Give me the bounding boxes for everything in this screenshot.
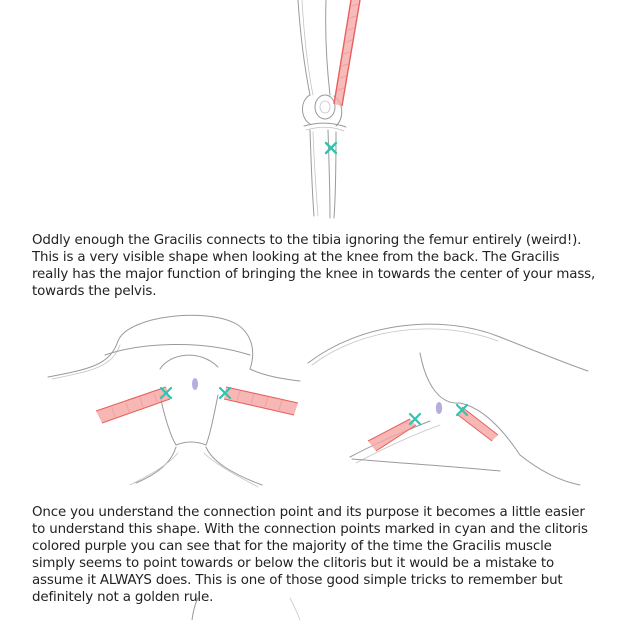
article-paragraph: Once you understand the connection point and its purpose it becomes a little easier to understand this shape. With the connection points marked in cyan and the clitoris colored purple you can see that for the majority of the time the Gracilis muscle simply seems to point towards or below the clitoris but it would be a mistake to assume it ALWAYS does. This is one of those good simple tricks to remember but definitely not a golden rule. <box>32 505 588 605</box>
article-paragraph: Oddly enough the Gracilis connects to the tibia ignoring the femur entirely (weird!). This is a very visible shape when looking at the knee from the back. The Gracilis really has the major function of bringing the knee in towards the center of your mass, towards the pelvis. <box>32 233 596 299</box>
gracilis-muscle <box>334 0 360 106</box>
pelvis-front-view <box>48 315 300 487</box>
clitoris-marker <box>436 402 442 414</box>
connection-point-marker <box>326 143 336 153</box>
knee-gracilis-illustration <box>0 0 620 222</box>
pelvis-side-view <box>308 324 588 485</box>
leg-bone-sketch <box>298 0 346 218</box>
pelvis-gracilis-illustration <box>0 295 620 495</box>
clitoris-marker <box>192 378 198 390</box>
next-illustration-partial <box>0 596 620 620</box>
